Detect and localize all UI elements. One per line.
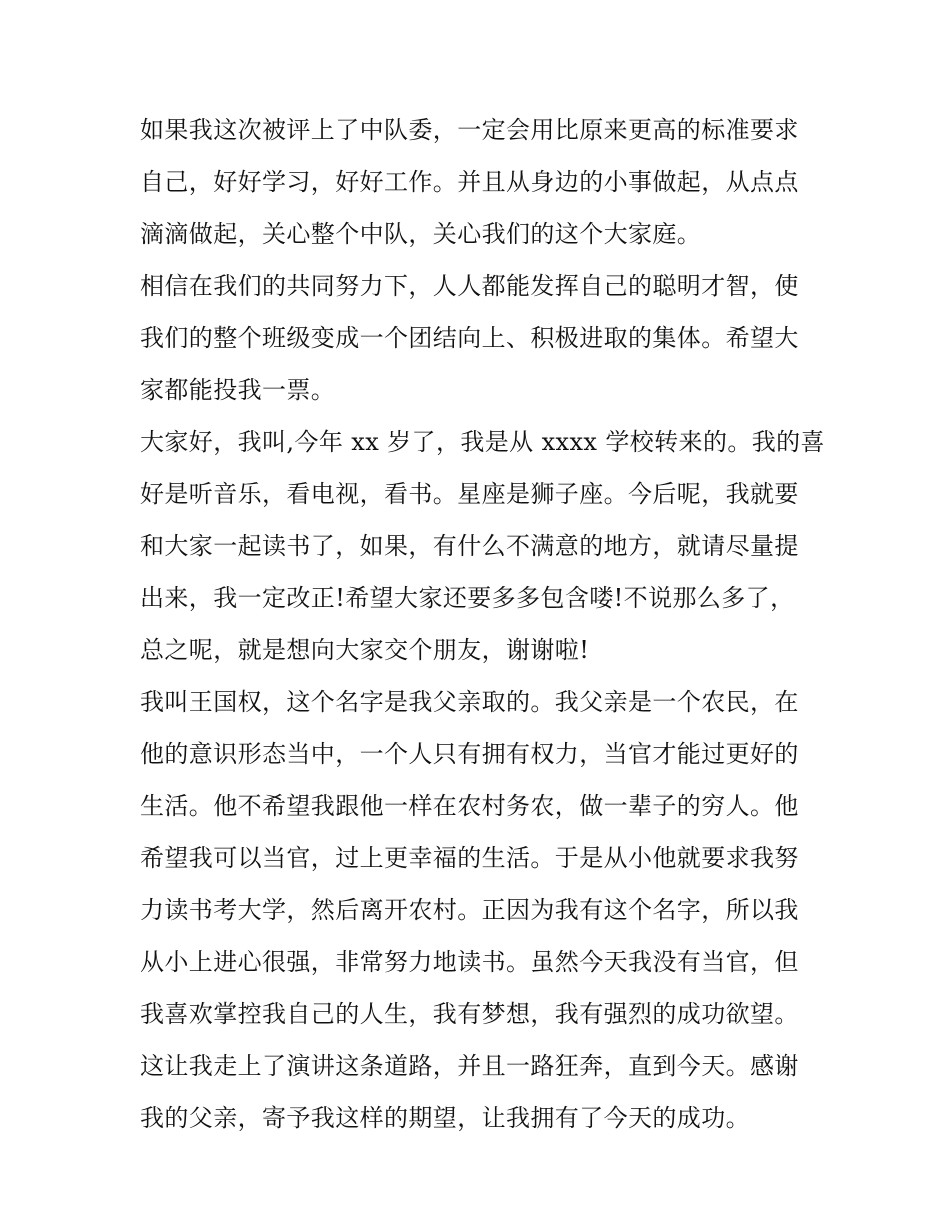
text-line: 生活。他不希望我跟他一样在农村务农，做一辈子的穷人。他 — [140, 792, 799, 820]
text-line: 家都能投我一票。 — [140, 376, 336, 404]
text-line: 我的父亲，寄予我这样的期望，让我拥有了今天的成功。 — [140, 1104, 750, 1132]
document-body — [140, 104, 825, 1144]
paragraph-1 — [140, 104, 820, 260]
text-line: 出来，我一定改正!希望大家还要多多包含喽!不说那么多了， — [140, 584, 795, 612]
text-line: 我们的整个班级变成一个团结向上、积极进取的集体。希望大 — [140, 324, 799, 352]
text-line: 希望我可以当官，过上更幸福的生活。于是从小他就要求我努 — [140, 844, 799, 872]
text-line: 大家好，我叫,今年 xx 岁了，我是从 xxxx 学校转来的。我的喜 — [140, 428, 825, 456]
paragraph-4 — [140, 676, 820, 1144]
text-line: 我叫王国权，这个名字是我父亲取的。我父亲是一个农民，在 — [140, 688, 799, 716]
text-line: 这让我走上了演讲这条道路，并且一路狂奔，直到今天。感谢 — [140, 1052, 799, 1080]
text-line: 好是听音乐，看电视，看书。星座是狮子座。今后呢，我就要 — [140, 480, 799, 508]
text-line: 滴滴做起，关心整个中队，关心我们的这个大家庭。 — [140, 220, 702, 248]
paragraph-3 — [140, 416, 825, 676]
text-line: 他的意识形态当中，一个人只有拥有权力，当官才能过更好的 — [140, 740, 799, 768]
text-line: 和大家一起读书了，如果，有什么不满意的地方，就请尽量提 — [140, 532, 799, 560]
text-line: 力读书考大学，然后离开农村。正因为我有这个名字，所以我 — [140, 896, 799, 924]
text-line: 总之呢，就是想向大家交个朋友，谢谢啦! — [140, 636, 590, 664]
text-line: 相信在我们的共同努力下，人人都能发挥自己的聪明才智，使 — [140, 272, 799, 300]
paragraph-2 — [140, 260, 820, 416]
text-line: 我喜欢掌控我自己的人生，我有梦想，我有强烈的成功欲望。 — [140, 1000, 799, 1028]
text-line: 从小上进心很强，非常努力地读书。虽然今天我没有当官，但 — [140, 948, 799, 976]
text-line: 自己，好好学习，好好工作。并且从身边的小事做起，从点点 — [140, 168, 799, 196]
text-line: 如果我这次被评上了中队委，一定会用比原来更高的标准要求 — [140, 116, 799, 144]
